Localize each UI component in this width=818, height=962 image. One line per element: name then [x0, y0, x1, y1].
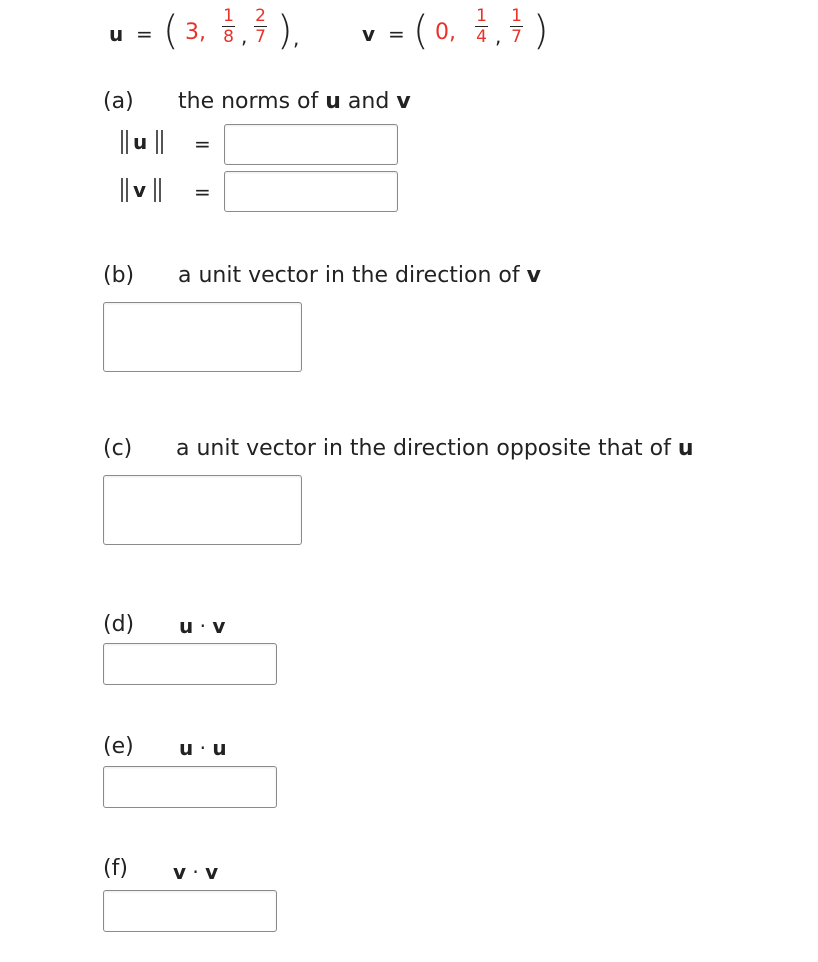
vector-u-component-3-denominator: 7 [255, 27, 266, 47]
part-a-prompt-text: the norms of [178, 89, 326, 114]
part-a-prompt-u: u [325, 89, 341, 114]
vector-u-name: u [109, 22, 124, 46]
part-f-dot: · [192, 860, 199, 884]
unit-vector-opposite-u-input[interactable] [104, 476, 301, 544]
norm-u-var: u [133, 130, 148, 154]
norm-u-input[interactable] [225, 125, 397, 164]
vector-u-component-2-denominator: 8 [223, 27, 234, 47]
part-e-lhs: u [179, 736, 194, 760]
norm-v-input-box [224, 171, 398, 212]
norm-v-equals: = [194, 180, 211, 204]
norm-v-input[interactable] [225, 172, 397, 211]
vector-u-right-paren: ) [277, 8, 293, 54]
part-e-rhs: u [212, 736, 227, 760]
vector-u-component-2 [222, 7, 235, 46]
part-f-rhs: v [205, 860, 219, 884]
vector-v-sep: , [495, 24, 502, 48]
vector-v-component-2-numerator: 1 [476, 6, 487, 26]
part-b-letter: (b) [103, 263, 135, 288]
part-b-prompt-text: a unit vector in the direction of [178, 263, 527, 288]
part-a-prompt [178, 89, 411, 114]
dot-vv-input[interactable] [104, 891, 276, 931]
part-c-prompt-text: a unit vector in the direction opposite that of [176, 436, 678, 461]
part-b-prompt [178, 263, 541, 288]
norm-v-var: v [133, 178, 147, 202]
vector-v-left-paren: ( [413, 8, 429, 54]
vector-v-component-1: 0, [435, 20, 456, 45]
part-f-lhs: v [173, 860, 187, 884]
part-d-expression [179, 614, 225, 638]
part-a-letter: (a) [103, 89, 134, 114]
part-d-lhs: u [179, 614, 194, 638]
part-e-dot: · [199, 736, 206, 760]
part-c-prompt [176, 436, 694, 461]
part-e-letter: (e) [103, 734, 134, 759]
part-a-prompt-and: and [340, 89, 397, 114]
part-d-dot: · [199, 614, 206, 638]
part-c-prompt-var: u [677, 436, 694, 461]
dot-uv-input[interactable] [104, 644, 276, 684]
unit-vector-opposite-u-input-box [103, 475, 302, 545]
vector-v-right-paren: ) [533, 8, 549, 54]
part-e-expression [179, 736, 227, 760]
vector-v-component-3-numerator: 1 [511, 6, 522, 26]
part-d-letter: (d) [103, 612, 135, 637]
unit-vector-v-input[interactable] [104, 303, 301, 371]
dot-vv-input-box [103, 890, 277, 932]
norm-u-equals: = [194, 132, 211, 156]
part-f-expression [173, 860, 218, 884]
dot-uu-input[interactable] [104, 767, 276, 807]
part-a-prompt-v: v [396, 89, 411, 114]
norm-u-input-box [224, 124, 398, 165]
unit-vector-v-input-box [103, 302, 302, 372]
vector-v-component-2 [475, 7, 488, 46]
vector-u-left-paren: ( [163, 8, 179, 54]
vector-u-component-2-numerator: 1 [223, 6, 234, 26]
vector-v-name: v [362, 22, 376, 46]
vector-v-component-3 [510, 7, 523, 46]
part-b-prompt-var: v [526, 263, 541, 288]
vector-u-equals: = [136, 22, 153, 46]
vector-u-sep: , [241, 24, 248, 48]
part-d-rhs: v [212, 614, 226, 638]
dot-uv-input-box [103, 643, 277, 685]
part-f-letter: (f) [103, 856, 128, 881]
vector-u-component-3 [254, 7, 267, 46]
vector-u-trailing-comma: , [293, 26, 300, 50]
vector-v-component-2-denominator: 4 [476, 27, 487, 47]
vector-u-component-1: 3, [185, 20, 206, 45]
vector-v-component-3-denominator: 7 [511, 27, 522, 47]
dot-uu-input-box [103, 766, 277, 808]
part-c-letter: (c) [103, 436, 133, 461]
vector-u-component-3-numerator: 2 [255, 6, 266, 26]
vector-v-equals: = [388, 22, 405, 46]
